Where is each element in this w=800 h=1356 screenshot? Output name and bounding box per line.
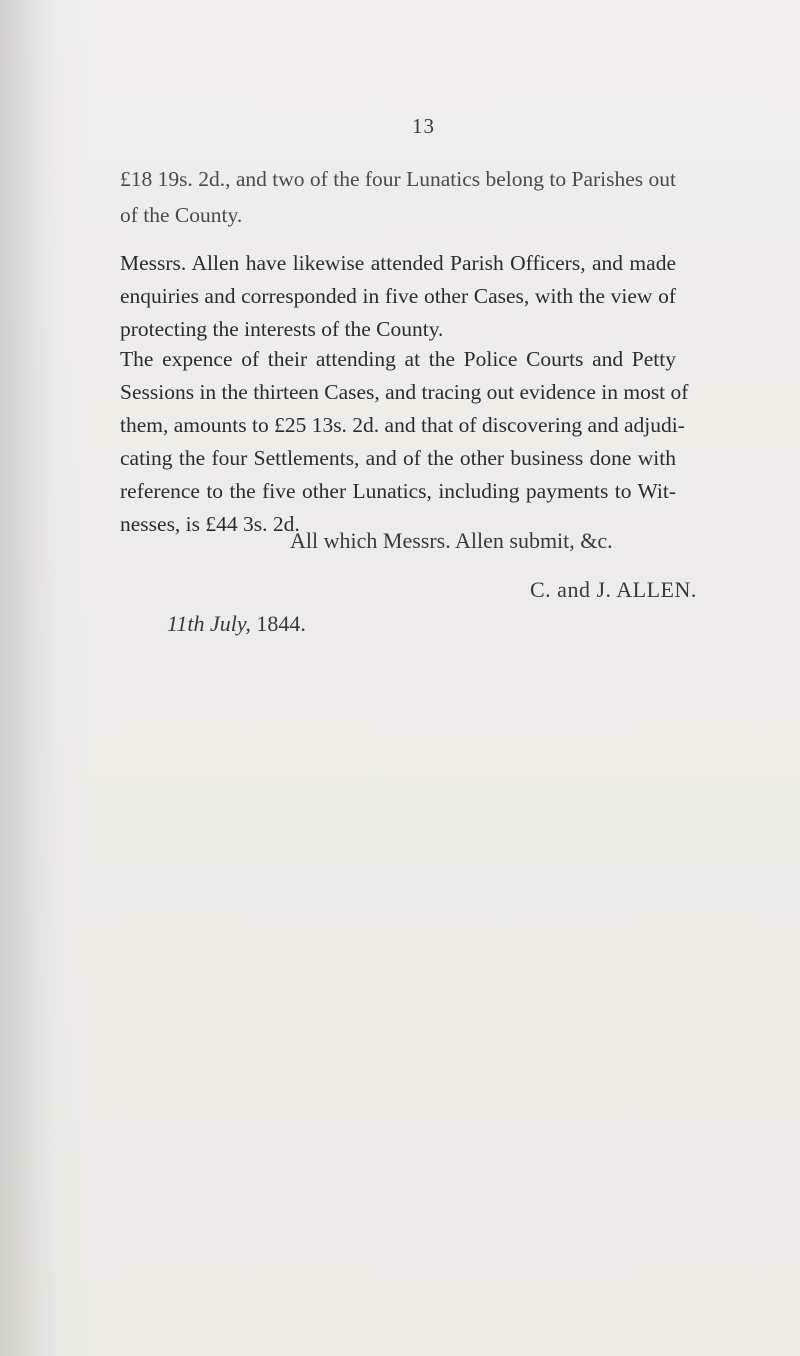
text-line: Messrs. Allen have likewise attended Parish Officers, and made — [120, 251, 676, 275]
text-line: cating the four Settlements, and of the other business done with — [120, 446, 676, 470]
text-line: protecting the interests of the County. — [120, 317, 444, 341]
date-line — [167, 611, 306, 637]
paragraph-lunatics-parishes — [120, 163, 676, 232]
text-line: Sessions in the thirteen Cases, and tracing out evidence in most of — [120, 380, 689, 404]
text-line: them, amounts to £25 13s. 2d. and that of discovering and adjudi- — [120, 413, 685, 437]
text-line: of the County. — [120, 203, 243, 227]
paragraph-parish-officers — [120, 247, 676, 346]
page-edge-shadow — [0, 0, 60, 1356]
closing-statement: All which Messrs. Allen submit, &c. — [290, 528, 613, 553]
text-line: nesses, is £44 3s. 2d. — [120, 512, 300, 536]
paragraph-expence — [120, 343, 689, 541]
text-line: £18 19s. 2d., and two of the four Lunatics belong to Parishes out — [120, 167, 676, 191]
text-line: enquiries and corresponded in five other Cases, with the view of — [120, 284, 676, 308]
page-number: 13 — [412, 114, 435, 138]
date-year: 1844. — [256, 611, 306, 636]
date-day: 11th — [167, 611, 205, 636]
signature: C. and J. ALLEN. — [530, 577, 697, 602]
text-line: reference to the five other Lunatics, including payments to Wit- — [120, 479, 676, 503]
text-line: The expence of their attending at the Police Courts and Petty — [120, 347, 676, 371]
date-month: July, — [209, 611, 251, 636]
